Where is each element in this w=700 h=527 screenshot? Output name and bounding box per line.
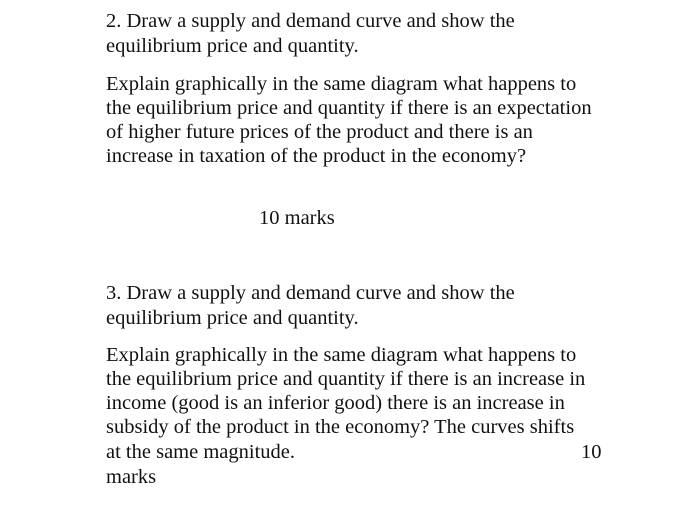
question-2-marks: 10 marks (259, 207, 335, 229)
question-2-line-4: the equilibrium price and quantity if there is an expectation (106, 97, 592, 119)
question-3-line-3: Explain graphically in the same diagram what happens to (106, 344, 577, 366)
question-3-line-6: subsidy of the product in the economy? The curves shifts (106, 416, 575, 438)
question-3-marks-word: marks (106, 466, 157, 488)
question-2-line-3: Explain graphically in the same diagram what happens to (106, 73, 577, 95)
question-3-line-5: income (good is an inferior good) there is an increase in (106, 392, 565, 414)
question-3-line-4: the equilibrium price and quantity if there is an increase in (106, 368, 586, 390)
question-2-line-1: 2. Draw a supply and demand curve and show the (106, 10, 515, 32)
question-3-line-1: 3. Draw a supply and demand curve and show the (106, 282, 515, 304)
question-3-marks-number: 10 (581, 441, 602, 463)
question-2-line-5: of higher future prices of the product and there is an (106, 121, 533, 143)
question-2-line-6: increase in taxation of the product in the economy? (106, 145, 527, 167)
question-2-line-2: equilibrium price and quantity. (106, 35, 359, 57)
question-3-line-2: equilibrium price and quantity. (106, 307, 359, 329)
question-3-line-7: at the same magnitude. (106, 441, 295, 463)
